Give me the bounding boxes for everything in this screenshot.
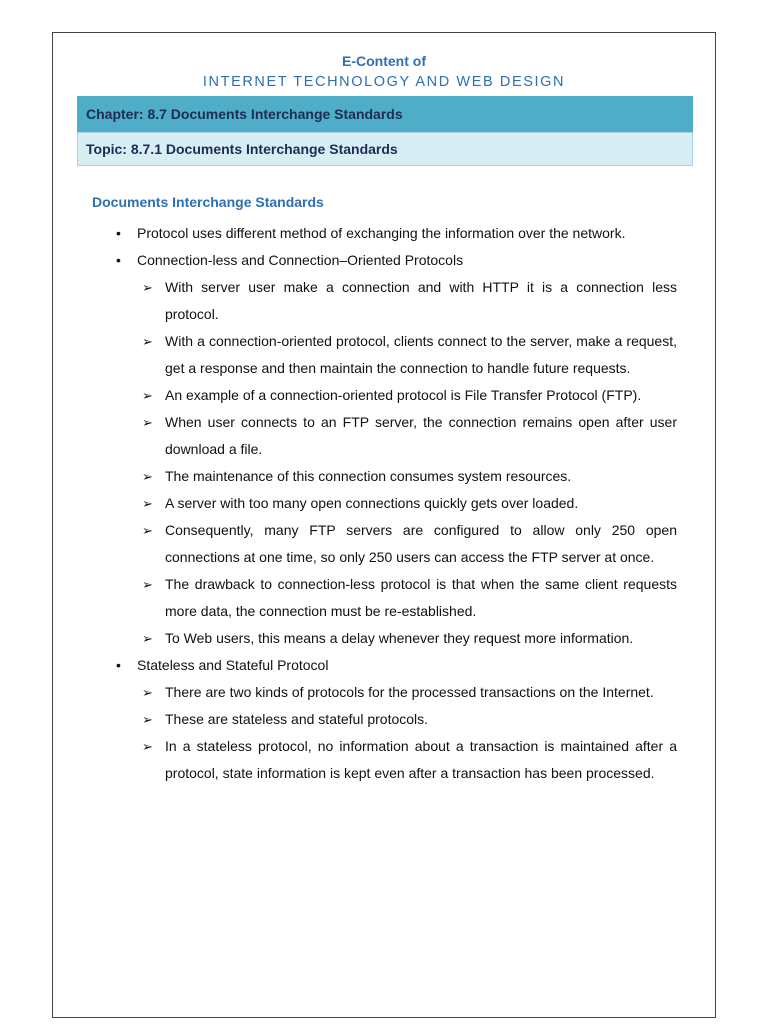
sub-bullet-list xyxy=(137,274,677,652)
topic-banner: Topic: 8.7.1 Documents Interchange Standards xyxy=(77,132,693,166)
sub-bullet-item xyxy=(59,679,677,706)
sub-bullet-item xyxy=(59,571,677,625)
bullet-list xyxy=(53,220,715,787)
arrow-bullet-icon: ➢ xyxy=(142,496,153,511)
bullet-item xyxy=(53,247,715,652)
arrow-bullet-icon: ➢ xyxy=(142,712,153,727)
sub-bullet-text: The maintenance of this connection consumes system resources. xyxy=(165,468,572,484)
bullet-item xyxy=(53,220,715,247)
bullet-dot-icon: • xyxy=(116,225,121,241)
arrow-bullet-icon: ➢ xyxy=(142,334,153,349)
sub-bullet-item xyxy=(59,382,677,409)
sub-bullet-list xyxy=(137,679,677,787)
arrow-bullet-icon: ➢ xyxy=(142,685,153,700)
sub-bullet-text: With server user make a connection and with HTTP it is a connection less protocol. xyxy=(165,279,677,322)
sub-bullet-item xyxy=(59,409,677,463)
sub-bullet-text: There are two kinds of protocols for the processed transactions on the Internet. xyxy=(165,684,654,700)
sub-bullet-item xyxy=(59,490,677,517)
document-page xyxy=(52,32,716,1018)
bullet-item xyxy=(53,652,715,787)
arrow-bullet-icon: ➢ xyxy=(142,415,153,430)
sub-bullet-text: With a connection-oriented protocol, clients connect to the server, make a request, get a response and then maintain the connection to handle future requests. xyxy=(165,333,677,376)
bullet-text: Protocol uses different method of exchanging the information over the network. xyxy=(137,225,626,241)
chapter-banner: Chapter: 8.7 Documents Interchange Standards xyxy=(77,96,693,132)
bullet-text: Connection-less and Connection–Oriented Protocols xyxy=(137,252,464,268)
bullet-dot-icon: • xyxy=(116,252,121,268)
sub-bullet-text: A server with too many open connections quickly gets over loaded. xyxy=(165,495,579,511)
bullet-text: Stateless and Stateful Protocol xyxy=(137,657,329,673)
course-title: INTERNET TECHNOLOGY AND WEB DESIGN xyxy=(202,74,566,90)
sub-bullet-item xyxy=(59,463,677,490)
bullet-dot-icon: • xyxy=(116,657,121,673)
section-heading: Documents Interchange Standards xyxy=(92,194,324,210)
arrow-bullet-icon: ➢ xyxy=(142,280,153,295)
content-body xyxy=(53,220,715,787)
arrow-bullet-icon: ➢ xyxy=(142,523,153,538)
sub-bullet-text: In a stateless protocol, no information about a transaction is maintained after a protocol, state information is kept even after a transaction has been processed. xyxy=(165,738,677,781)
sub-bullet-item xyxy=(59,517,677,571)
arrow-bullet-icon: ➢ xyxy=(142,739,153,754)
sub-bullet-item xyxy=(59,733,677,787)
sub-bullet-text: The drawback to connection-less protocol is that when the same client requests more data, the connection must be re-established. xyxy=(165,576,677,619)
arrow-bullet-icon: ➢ xyxy=(142,469,153,484)
sub-bullet-item xyxy=(59,328,677,382)
sub-bullet-item xyxy=(59,274,677,328)
sub-bullet-item xyxy=(59,706,677,733)
arrow-bullet-icon: ➢ xyxy=(142,388,153,403)
sub-bullet-text: An example of a connection-oriented protocol is File Transfer Protocol (FTP). xyxy=(165,387,642,403)
econtent-title: E-Content of xyxy=(342,53,426,69)
sub-bullet-text: To Web users, this means a delay whenever they request more information. xyxy=(165,630,634,646)
sub-bullet-item xyxy=(59,625,677,652)
sub-bullet-text: Consequently, many FTP servers are configured to allow only 250 open connections at one time, so only 250 users can access the FTP server at once. xyxy=(165,522,677,565)
arrow-bullet-icon: ➢ xyxy=(142,577,153,592)
sub-bullet-text: These are stateless and stateful protocols. xyxy=(165,711,429,727)
sub-bullet-text: When user connects to an FTP server, the connection remains open after user download a file. xyxy=(165,414,677,457)
arrow-bullet-icon: ➢ xyxy=(142,631,153,646)
